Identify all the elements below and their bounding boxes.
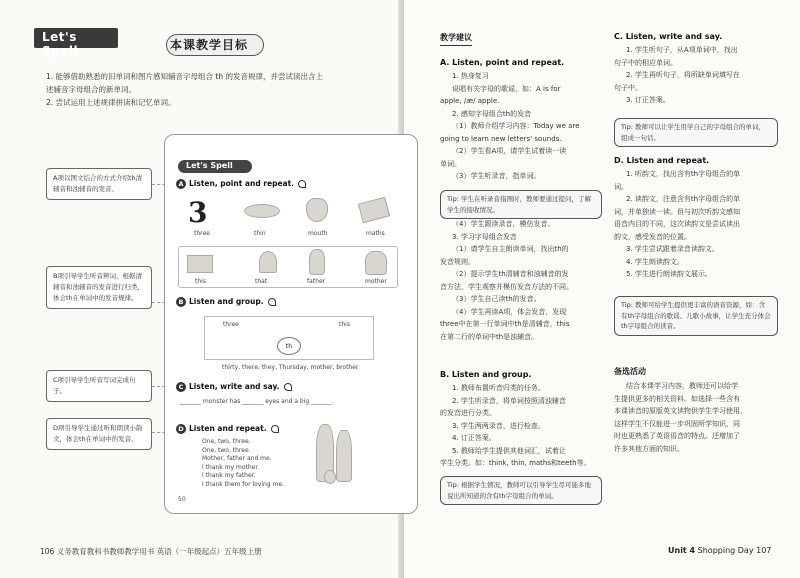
step-line: 语音内目的不同，这次读韵文是尝试读出: [614, 220, 740, 228]
extra-line: 这样学生不仅能进一步巩固所学知识，同: [614, 419, 740, 428]
book-page-mark: 50: [178, 496, 186, 503]
word-label: father: [307, 278, 326, 285]
callout-d: D项引导学生通过听和朗读小韵文，体会th在单词中的发音。: [46, 418, 152, 450]
step-line: 2. 学生再听句子，将所缺单词填写在: [626, 71, 740, 79]
step-line: 3. 学习字母组合发音: [452, 232, 517, 241]
footer-title: Shopping Day: [697, 546, 754, 555]
a-heading: A. Listen, point and repeat.: [440, 58, 565, 67]
chant-line: I thank my father.: [202, 472, 256, 479]
step-line: （4）学生再读A项，体会发音，发现: [452, 307, 567, 316]
goals-block: [46, 70, 391, 109]
b-heading: B. Listen and group.: [440, 370, 532, 379]
section-letter: C: [176, 382, 186, 392]
step-line: 的发音进行分类。: [440, 409, 496, 417]
step-line: 发音规则。: [440, 257, 475, 266]
step-line: 1. 热身复习: [452, 72, 489, 80]
group-right-word: this: [339, 321, 350, 328]
step-line: three中在第一行单词中th是清辅音，this: [440, 320, 570, 328]
number-three-picture: 3: [188, 196, 208, 229]
teaching-suggestions-title: 教学建议: [440, 32, 472, 46]
left-footer: 106 义务教育教科书教师教学用书 英语（一年级起点）五年级上册: [40, 547, 262, 556]
group-left-word: three: [223, 321, 239, 328]
section-title: Listen and group.: [189, 297, 264, 306]
chant-line: One, two, three.: [202, 438, 251, 445]
listen-icon: [271, 425, 279, 433]
section-letter: D: [176, 424, 186, 434]
a-steps: [440, 70, 606, 183]
extra-line: 生提供更多的相关资料。如选择一些含有: [614, 394, 740, 403]
chant-line: One, two, three.: [202, 446, 251, 454]
step-line: 单词。: [440, 159, 461, 168]
maths-picture: [358, 197, 390, 224]
this-picture: [187, 255, 213, 273]
step-line: 1. 听韵文，找出含有th字母组合的单: [626, 170, 741, 178]
group-box: [204, 316, 374, 360]
step-line: 5. 教师给学生提供其他词汇，试着让: [452, 446, 566, 455]
chant-line: Mother, father and me.: [202, 455, 272, 462]
family-figure: [324, 470, 336, 484]
step-line: going to learn new letters' sounds.: [440, 134, 562, 143]
group-center-th: th: [277, 337, 301, 355]
word-label: this: [195, 278, 206, 285]
section-letter: B: [176, 297, 186, 307]
lets-spell-tag: Let's Spell: [34, 28, 118, 48]
step-line: （4）学生跟读录音，模仿发音。: [452, 220, 555, 228]
write-sentence: _______ monster has _______ eyes and a big _______.: [180, 398, 335, 405]
step-line: 1. 教师布置听音归类的任务。: [452, 384, 545, 392]
extra-line: 时也更熟悉了英语语音的特点。还增加了: [614, 432, 740, 440]
tip-box-3: Tip: 教师可以让学生用学自己的字母组合的单词，组成一句话。: [614, 118, 778, 147]
section-a-heading: [176, 179, 306, 189]
footer-unit: Unit 4: [668, 546, 696, 555]
listen-icon: [284, 383, 292, 391]
chant-line: I thank my mother.: [202, 463, 260, 471]
step-line: 2. 感知字母组合th的发音: [452, 109, 532, 118]
section-title: Listen, write and say.: [189, 382, 280, 391]
callout-b: B项引导学生听音辨词，根据清辅音和浊辅音的发音进行归类，体会th在单词中的发音规律。: [46, 266, 152, 309]
section-letter: A: [176, 179, 186, 189]
family-figure: [336, 430, 352, 482]
step-line: 2. 学生听录音，将单词按照清浊辅音: [452, 396, 566, 405]
listen-icon: [268, 298, 276, 306]
step-line: 说唱有关字母的歌谣，如：A is for: [452, 84, 561, 93]
step-line: 词，并单独读一读。但与初次听韵文感知: [614, 207, 740, 216]
step-line: （3）学生自己读th的发音。: [452, 295, 541, 303]
step-line: 韵文，感受发音的位置。: [614, 232, 691, 241]
section-title: Listen and repeat.: [189, 424, 267, 433]
section-c-heading: [176, 382, 292, 392]
goal-title: 本课教学目标: [170, 38, 249, 52]
section-b-heading: [176, 297, 276, 307]
goal-line: 1. 能够借助熟悉的旧单词和图片感知辅音字母组合 th 的发音规律，并尝试读出含上: [46, 72, 323, 81]
step-line: 4. 学生朗读韵文。: [626, 257, 684, 266]
group-word-list: thirty, there, they, Thursday, mother, brother: [222, 364, 359, 371]
step-line: 在第二行的单词中th是浊辅音。: [440, 332, 539, 341]
step-line: 2. 读韵文，注意含有th字母组合的单: [626, 195, 741, 203]
b-steps: [440, 382, 606, 470]
a-steps-2: [440, 218, 606, 343]
word-label: thin: [254, 230, 266, 237]
section-d-heading: [176, 424, 279, 434]
panel-badge: Let's Spell: [178, 160, 252, 173]
goal-line: 2. 尝试运用上述规律拼读和记忆单词。: [46, 98, 176, 107]
listen-icon: [298, 180, 306, 188]
d-heading: D. Listen and repeat.: [614, 156, 710, 165]
c-steps: [614, 44, 780, 107]
step-line: 学生分类。如：think, thin, maths和teeth等。: [440, 459, 591, 467]
step-line: 4. 订正答案。: [452, 434, 496, 442]
word-label: that: [255, 278, 268, 285]
step-line: （2）学生看A项，请学生试着读一读: [452, 147, 567, 155]
mouth-picture: [306, 198, 328, 222]
tip-box-4: Tip: 教师可给学生提供更丰富的语音资源，如：含有th字母组合的歌谣、儿歌小故事，让学生充分体会th字母组合的读音。: [614, 296, 778, 336]
step-line: （1）请学生自主朗读单词，找出th的: [452, 245, 569, 253]
thin-picture: [244, 204, 280, 218]
callout-a: A项以图文结合的方式介绍th清辅音和浊辅音的发音。: [46, 168, 152, 200]
extra-activity-heading: 备选活动: [614, 367, 646, 376]
word-label: mouth: [308, 230, 328, 237]
step-line: 音方法，学生观察并模仿发音方法的不同。: [440, 282, 573, 291]
step-line: 3. 订正答案。: [626, 96, 670, 104]
step-line: 1. 学生听句子，从A项单词中，找出: [626, 46, 738, 54]
goal-line: 述辅音字母组合的新单词。: [46, 85, 136, 94]
c-heading: C. Listen, write and say.: [614, 32, 723, 41]
step-line: 5. 学生进行朗读韵文展示。: [626, 270, 712, 278]
word-label: maths: [366, 230, 385, 237]
footer-page: 107: [756, 546, 772, 555]
step-line: （3）学生听录音，指单词。: [452, 172, 541, 180]
d-steps: [614, 168, 780, 281]
extra-line: 本课读音的原版英文读物供学生学习使用，: [614, 407, 747, 415]
step-line: （1）教师介绍学习内容：Today we are: [452, 122, 580, 130]
step-line: 句子中的相应单词。: [614, 58, 677, 67]
step-line: 3. 学生尝试跟着录音读韵文。: [626, 245, 719, 253]
mother-picture: [365, 251, 387, 275]
extra-line: 许多其他方面的知识。: [614, 444, 684, 453]
step-line: 句子中。: [614, 83, 642, 92]
chant-block: [202, 438, 284, 489]
extra-activity-text: [614, 380, 780, 455]
tip-box-1: Tip: 学生在听录音指图时，教师要通过提问，了解学生的接收情况。: [440, 190, 602, 219]
section-title: Listen, point and repeat.: [189, 179, 295, 188]
tip-box-2: Tip: 根据学生情况，教师可以引导学生尽可能多地说出所知道的含有th字母组合的单词。: [440, 476, 602, 505]
picture-row-1: [184, 194, 396, 240]
callout-c: C项引导学生听音写词完成句子。: [46, 370, 152, 402]
that-picture: [259, 251, 277, 273]
chant-line: I thank them for loving me.: [202, 480, 284, 488]
picture-row-2: [178, 246, 398, 288]
word-label: mother: [365, 278, 387, 285]
step-line: 词。: [614, 182, 628, 191]
step-line: 3. 学生两两录音，进行检查。: [452, 421, 545, 430]
step-line: （2）提示学生th清辅音和浊辅音的发: [452, 270, 569, 278]
father-picture: [309, 249, 325, 275]
step-line: apple, /æ/ apple.: [440, 97, 500, 105]
right-footer: [668, 546, 771, 555]
word-label: three: [194, 230, 210, 237]
extra-line: 结合本课学习内容，教师还可以给学: [626, 382, 738, 390]
